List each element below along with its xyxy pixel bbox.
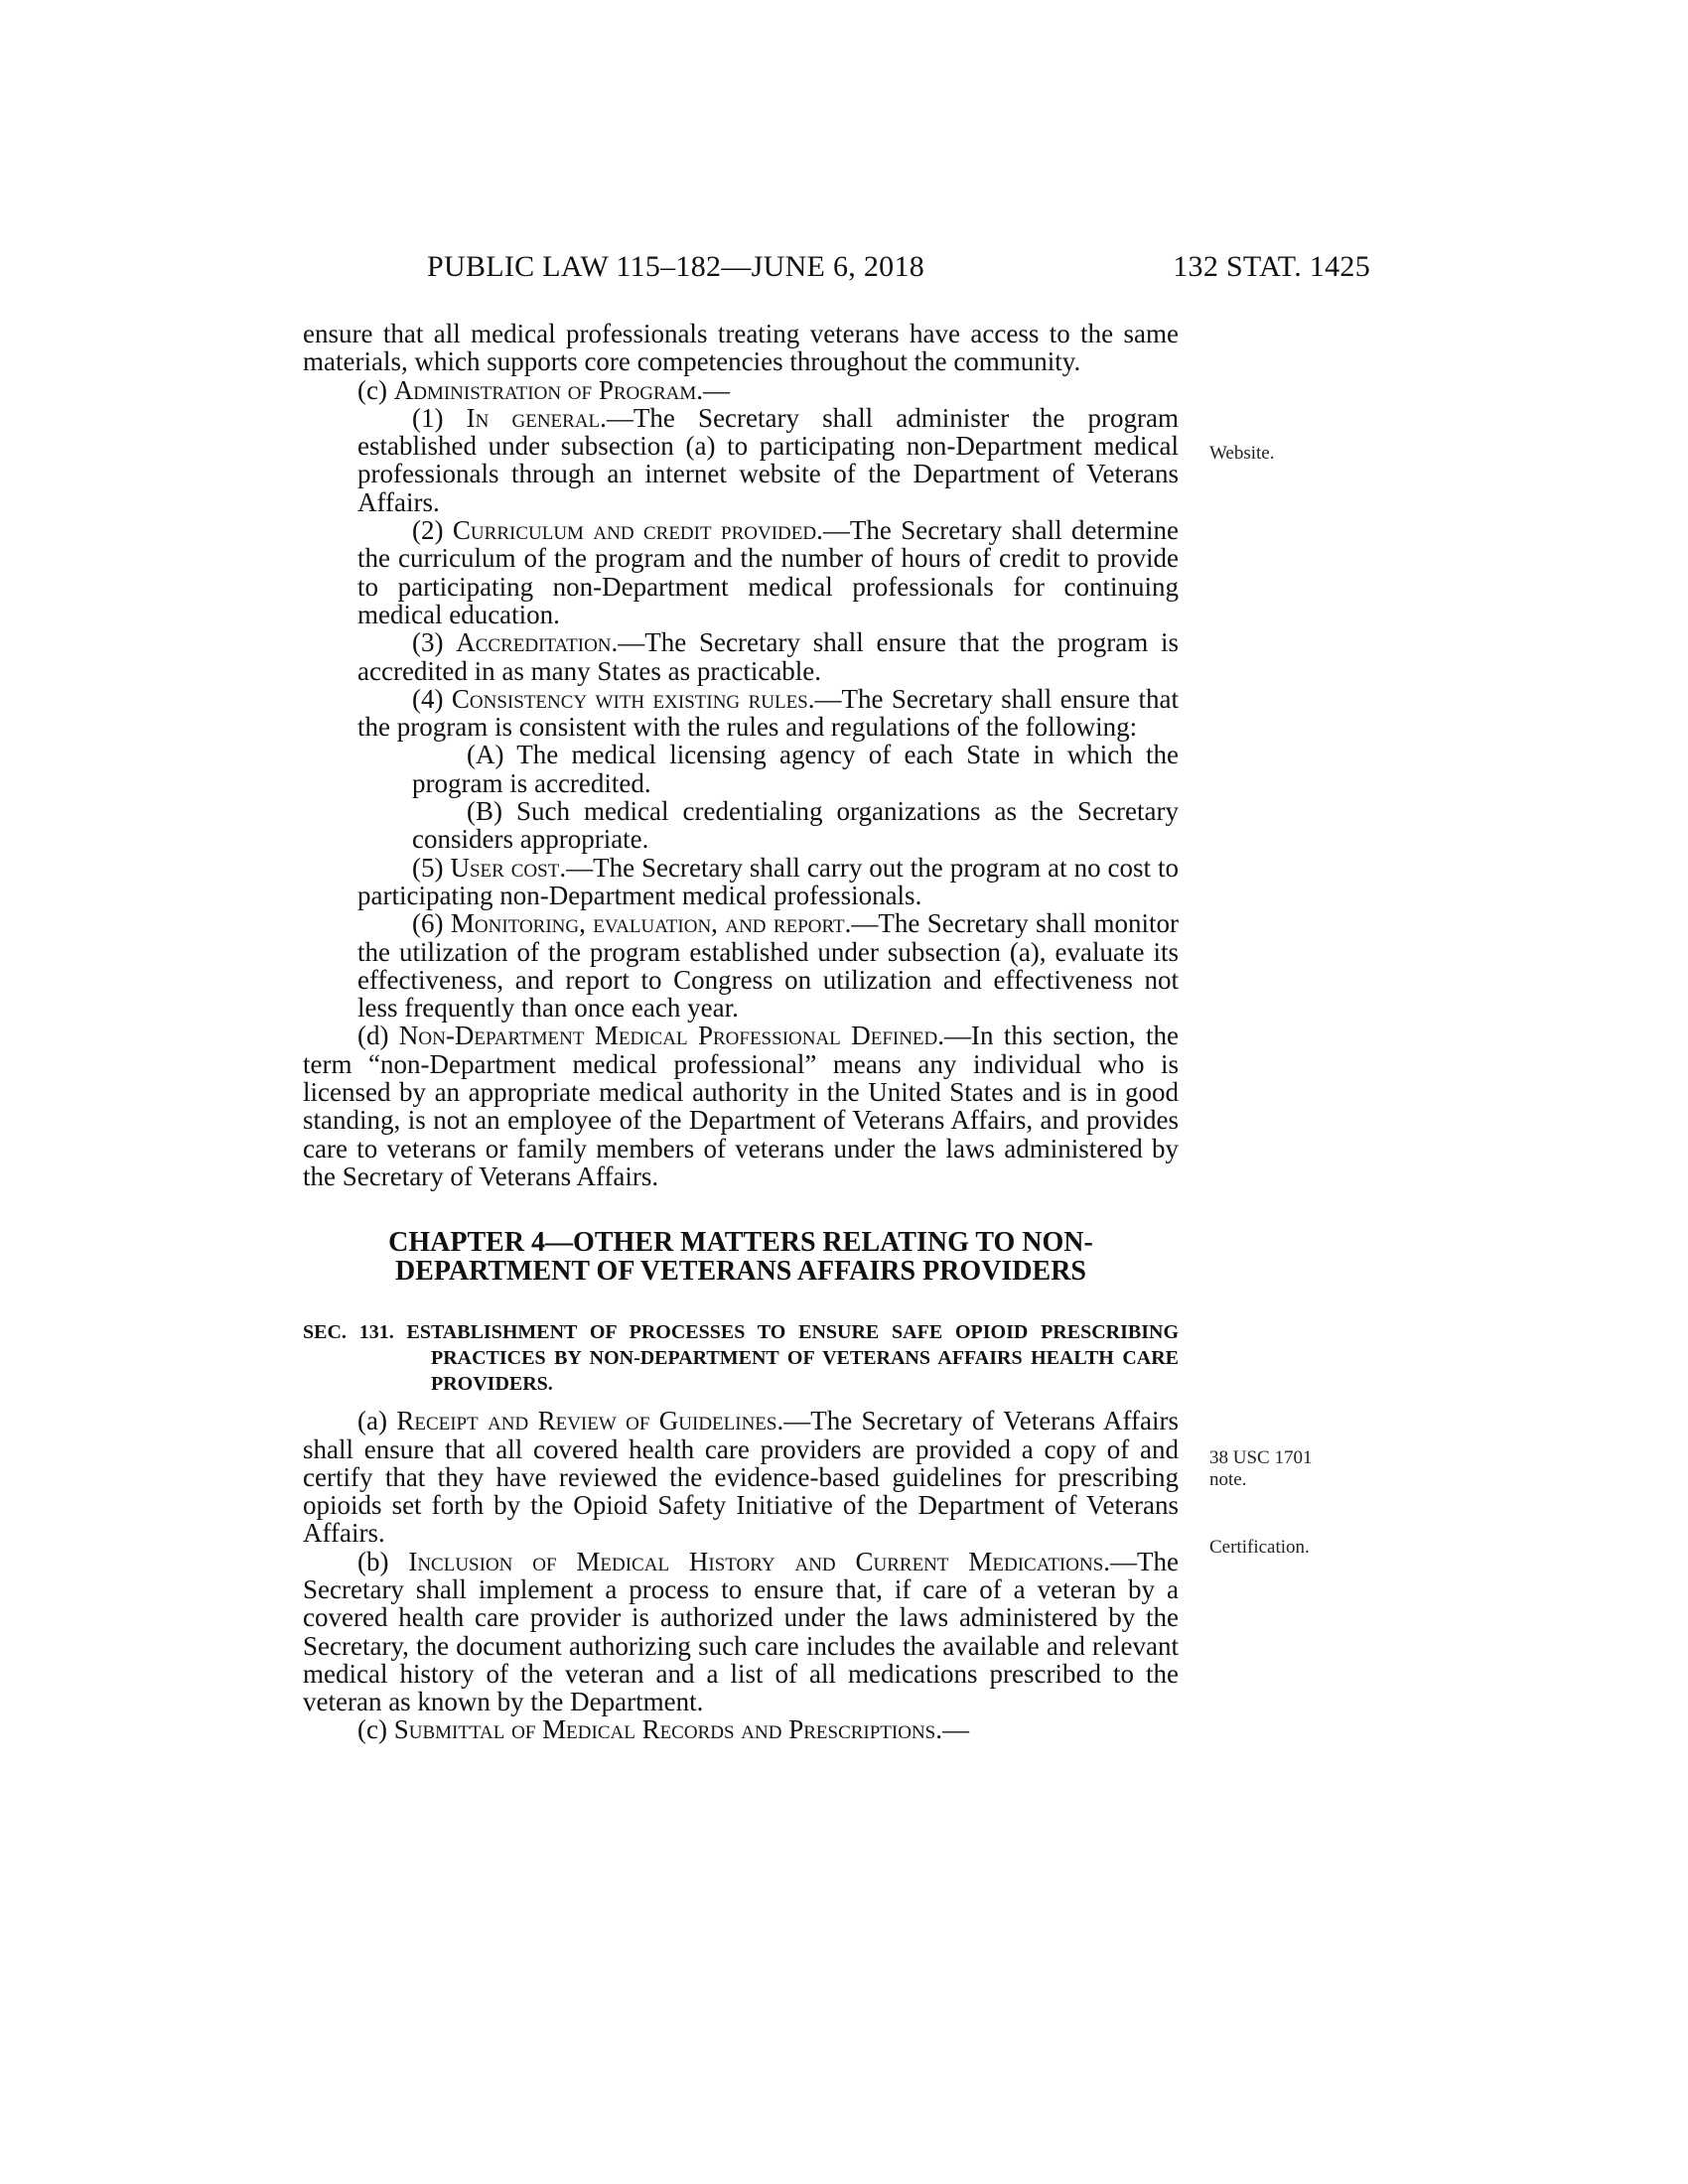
subsection-c-heading: Administration of Program.—	[393, 374, 731, 405]
paragraph-c6	[303, 909, 1179, 1022]
paragraph-c3-label: (3)	[412, 627, 457, 658]
paragraph-c2-text: —The Secretary shall determine the curriculum of the program and the number of hours of credit to provide to participating non-Department medical professionals for continuing medical education.	[357, 515, 1179, 629]
paragraph-c6-text: —The Secretary shall monitor the utilization of the program established under subsection (a), evaluate its effectiveness, and report to Congress on utilization and effectiveness not less frequently than once each year.	[357, 908, 1180, 1024]
law-title: PUBLIC LAW 115–182—JUNE 6, 2018	[427, 250, 925, 283]
paragraph-c4-label: (4)	[412, 683, 452, 714]
subsection-b-text: —The Secretary shall implement a process to ensure that, if care of a veteran by a covered health care provider is authorized under the laws administered by the Secretary, the document authorizing such care includes the available and relevant medical history of the veteran and a list of all medications prescribed to the veteran as known by the Department.	[303, 1546, 1179, 1717]
paragraph-c3-text: —The Secretary shall ensure that the program is accredited in as many States as practicable.	[357, 627, 1180, 686]
margin-note-usc: 38 USC 1701 note.	[1209, 1447, 1313, 1490]
subsection-d-text: —In this section, the term “non-Department medical professional” means any individual who is licensed by an appropriate medical authority in the United States and is in good standing, is not an employee of the Department of Veterans Affairs, and provides care to veterans or family members of veterans under the laws administered by the Secretary of Veterans Affairs.	[303, 1021, 1180, 1191]
paragraph-c5-label: (5)	[412, 852, 451, 883]
subsection-a-label: (a)	[357, 1406, 397, 1436]
subsection-c-second	[303, 1715, 1179, 1743]
paragraph-c1-label: (1)	[412, 402, 467, 433]
page-header	[427, 250, 1370, 290]
subsection-b-heading: Inclusion of Medical History and Current Medications.	[408, 1546, 1111, 1576]
subsection-c	[303, 376, 1179, 404]
paragraph-c5-heading: User cost.	[450, 852, 567, 883]
paragraph-c2-label: (2)	[412, 515, 453, 546]
chapter-heading	[303, 1228, 1179, 1286]
paragraph-c6-heading: Monitoring, evaluation, and report.	[450, 908, 852, 939]
subsection-d-heading: Non-Department Medical Professional Defined.	[398, 1021, 945, 1051]
subparagraph-c4b: (B) Such medical credentialing organizations as the Secretary considers appropriate.	[412, 796, 1179, 855]
chapter-heading-line2: DEPARTMENT OF VETERANS AFFAIRS PROVIDERS	[395, 1256, 1086, 1288]
subsection-c-second-label: (c)	[357, 1714, 394, 1745]
paragraph-c2-heading: Curriculum and credit provided.	[452, 515, 823, 546]
subsection-c-label: (c)	[357, 374, 394, 405]
paragraph-c4	[303, 685, 1179, 742]
paragraph-c5-text: —The Secretary shall carry out the program at no cost to participating non-Department medical professionals.	[357, 852, 1179, 910]
margin-note-website: Website.	[1209, 443, 1275, 464]
paragraph-c3	[303, 628, 1179, 685]
margin-note-certification: Certification.	[1209, 1537, 1310, 1558]
stat-citation: 132 STAT. 1425	[1173, 250, 1370, 283]
subsection-a	[303, 1407, 1179, 1547]
paragraph-c2	[303, 516, 1179, 628]
paragraph-c5	[303, 854, 1179, 910]
paragraph-c1-heading: In general.	[466, 402, 607, 433]
subsection-d-label: (d)	[357, 1021, 399, 1051]
document-body	[303, 320, 1179, 1744]
section-heading: SEC. 131. ESTABLISHMENT OF PROCESSES TO ENSURE SAFE OPIOID PRESCRIBING PRACTICES BY NON-DEPARTMENT OF VETERANS AFFAIRS HEALTH CARE PROVIDERS.	[303, 1321, 1179, 1396]
subsection-a-heading: Receipt and Review of Guidelines.	[396, 1406, 784, 1436]
paragraph-c6-label: (6)	[412, 908, 451, 939]
paragraph-c1-text: —The Secretary shall administer the program established under subsection (a) to participating non-Department medical professionals through an internet website of the Department of Veterans Affairs.	[357, 402, 1180, 517]
subsection-b	[303, 1548, 1179, 1716]
subsection-d	[303, 1022, 1179, 1190]
subsection-a-text: —The Secretary of Veterans Affairs shall ensure that all covered health care providers are provided a copy of and certify that they have reviewed the evidence-based guidelines for prescribing opioids set forth by the Opioid Safety Initiative of the Department of Veterans Affairs.	[303, 1406, 1179, 1549]
chapter-heading-line1: CHAPTER 4—OTHER MATTERS RELATING TO NON-	[388, 1227, 1093, 1259]
paragraph-c1	[303, 404, 1179, 516]
subsection-b-label: (b)	[357, 1546, 409, 1576]
subparagraph-c4a: (A) The medical licensing agency of each State in which the program is accredited.	[412, 740, 1179, 798]
paragraph-c3-heading: Accreditation.	[456, 627, 619, 658]
subsection-c-second-heading: Submittal of Medical Records and Prescriptions.—	[393, 1714, 969, 1745]
paragraph-c4-text: —The Secretary shall ensure that the program is consistent with the rules and regulations of the following:	[357, 683, 1180, 743]
paragraph-c4-heading: Consistency with existing rules.	[451, 683, 815, 714]
paragraph-continuation: ensure that all medical professionals treating veterans have access to the same materials, which supports core competencies throughout the community.	[303, 319, 1179, 377]
